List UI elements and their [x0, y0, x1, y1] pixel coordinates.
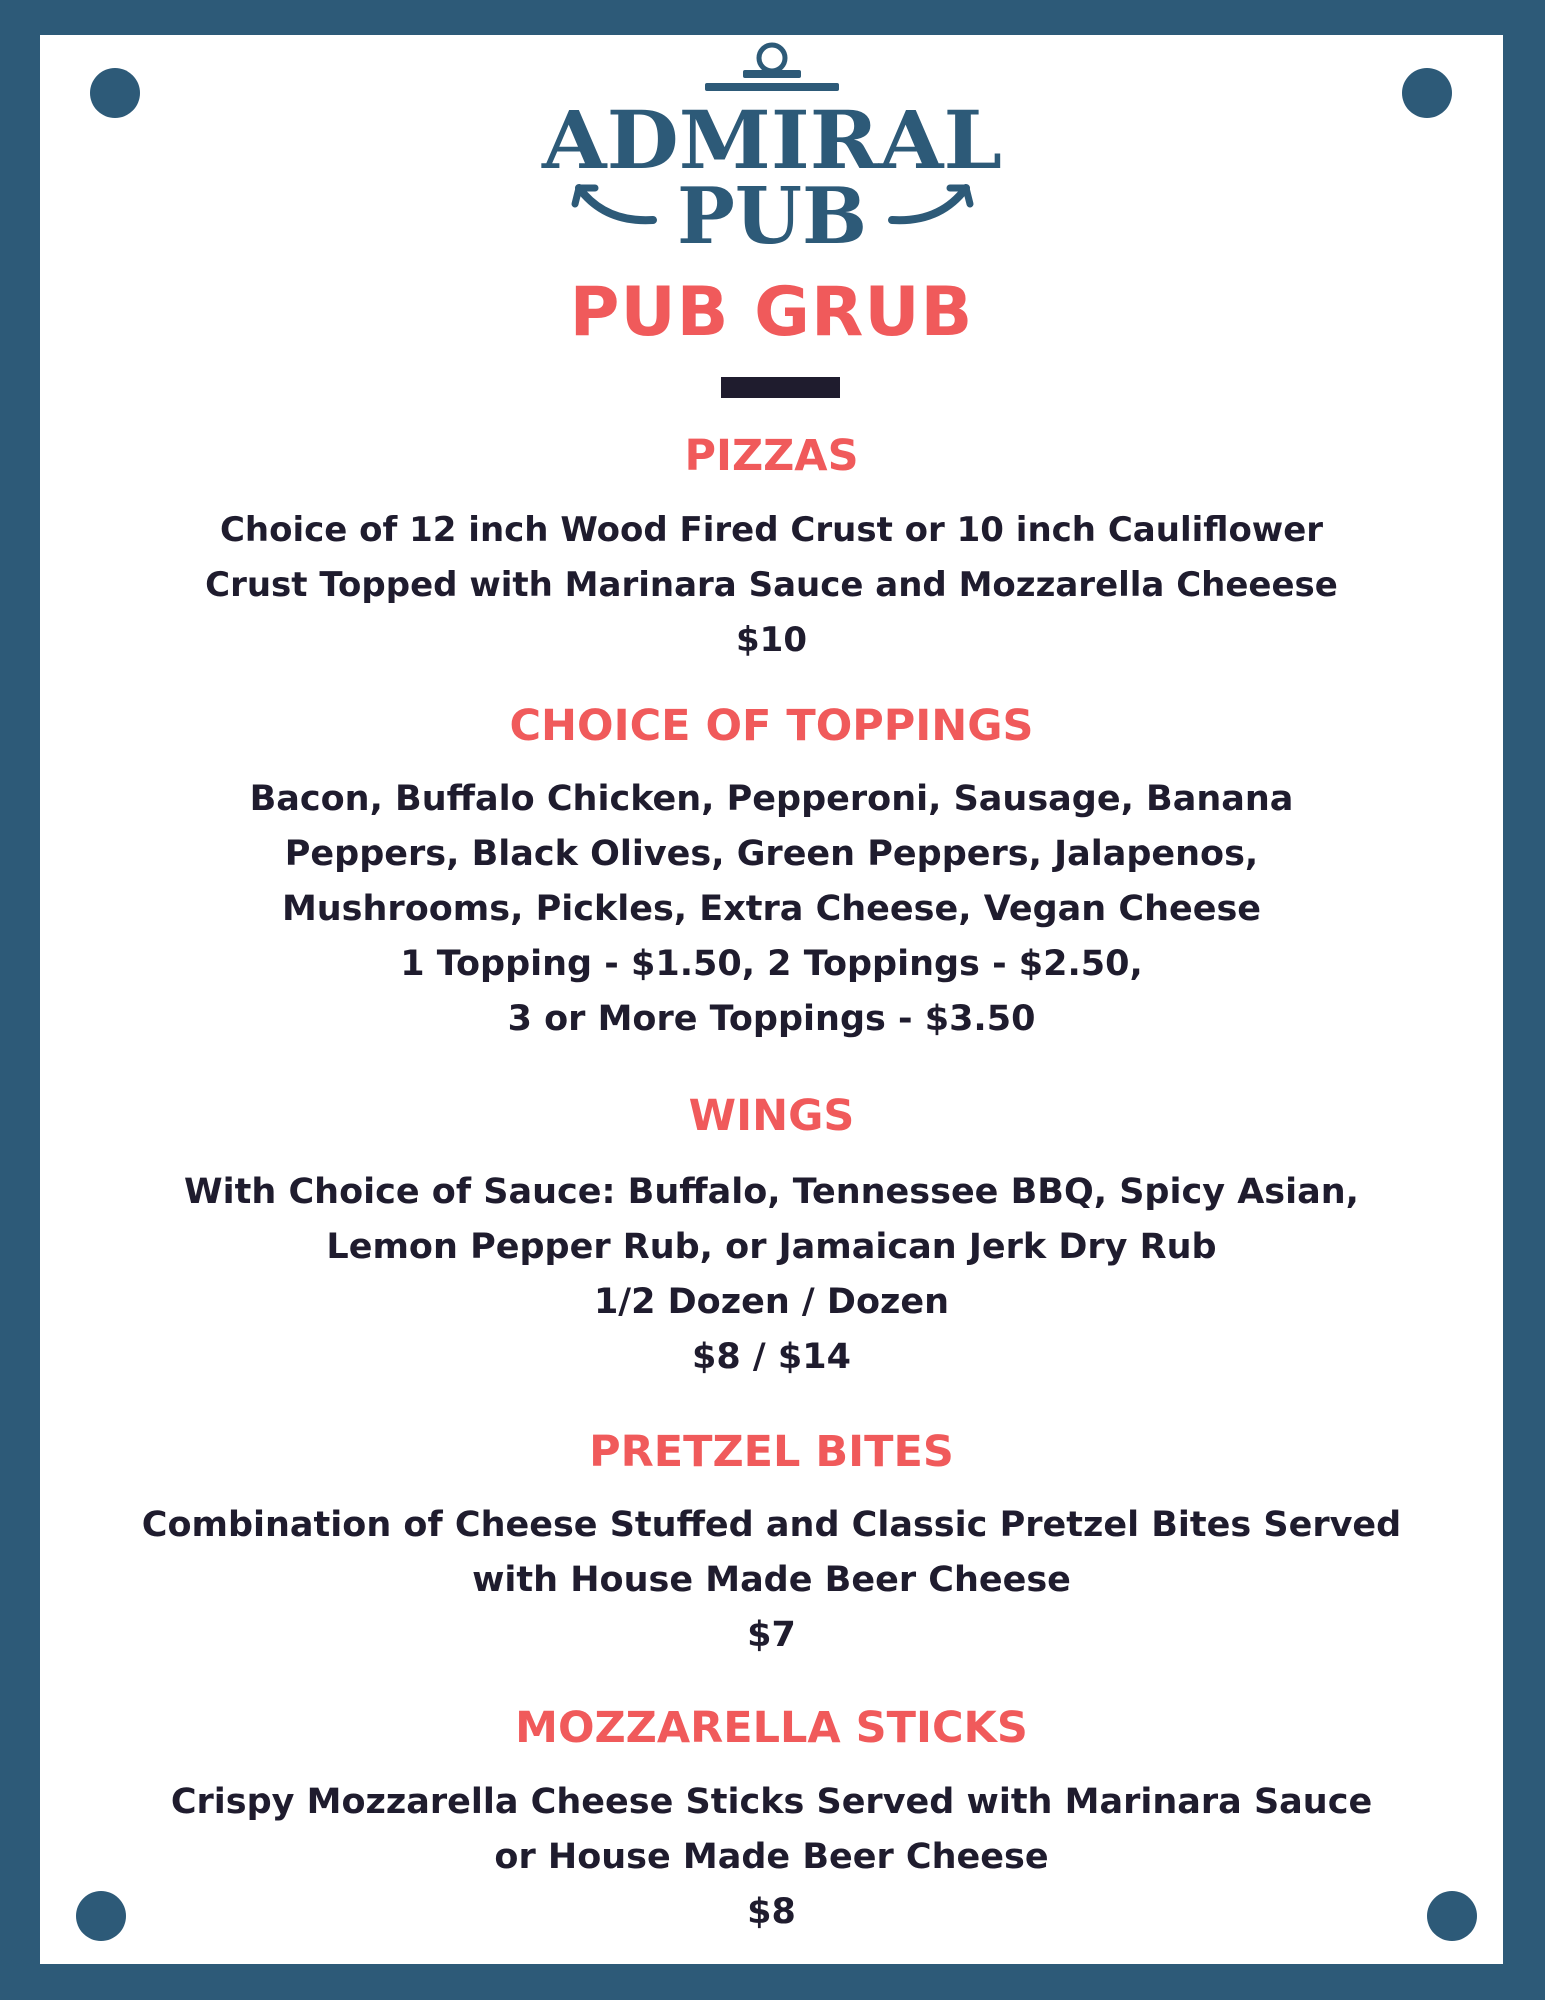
toppings-price-line: 3 or More Toppings - $3.50 [507, 999, 1036, 1039]
corner-dot-top-right [1402, 68, 1452, 118]
pizzas-description-line: Choice of 12 inch Wood Fired Crust or 10 inch Cauliflower [219, 510, 1324, 550]
section-heading-pretzel-bites: PRETZEL BITES [589, 1427, 954, 1477]
section-heading-toppings: CHOICE OF TOPPINGS [509, 701, 1034, 751]
corner-dot-top-left [90, 68, 140, 118]
title-divider [721, 377, 840, 398]
section-body-mozzarella-sticks [40, 1775, 1503, 1940]
toppings-list-line: Mushrooms, Pickles, Extra Cheese, Vegan Cheese [281, 889, 1262, 929]
pretzel-price: $7 [747, 1615, 796, 1655]
wings-description-line: With Choice of Sauce: Buffalo, Tennessee BBQ, Spicy Asian, [184, 1172, 1359, 1212]
pretzel-description-line: Combination of Cheese Stuffed and Classic Pretzel Bites Served [141, 1505, 1402, 1545]
toppings-price-line: 1 Topping - $1.50, 2 Toppings - $2.50, [400, 944, 1143, 984]
logo-line-admiral: ADMIRAL [540, 93, 1002, 187]
pizzas-description-line: Crust Topped with Marinara Sauce and Mozzarella Cheeese [205, 565, 1338, 605]
section-body-toppings [40, 772, 1503, 1047]
mozzarella-price: $8 [747, 1892, 796, 1932]
menu-title: PUB GRUB [569, 273, 974, 352]
section-heading-pizzas: PIZZAS [684, 431, 859, 481]
logo-line-pub: PUB [677, 171, 867, 253]
pretzel-description-line: with House Made Beer Cheese [472, 1560, 1071, 1600]
section-body-wings [40, 1165, 1503, 1385]
toppings-list-line: Peppers, Black Olives, Green Peppers, Jalapenos, [284, 834, 1259, 874]
toppings-list-line: Bacon, Buffalo Chicken, Pepperoni, Sausage, Banana [249, 779, 1294, 819]
wings-size-line: 1/2 Dozen / Dozen [593, 1282, 950, 1322]
section-heading-wings: WINGS [688, 1091, 855, 1141]
section-body-pretzel-bites [40, 1498, 1503, 1663]
wings-price: $8 / $14 [692, 1337, 851, 1377]
wings-description-line: Lemon Pepper Rub, or Jamaican Jerk Dry Rub [326, 1227, 1217, 1267]
admiral-pub-logo [535, 38, 1010, 253]
section-heading-mozzarella-sticks: MOZZARELLA STICKS [515, 1703, 1028, 1753]
mozzarella-description-line: or House Made Beer Cheese [494, 1837, 1049, 1877]
pizzas-price: $10 [736, 620, 807, 660]
mozzarella-description-line: Crispy Mozzarella Cheese Sticks Served with Marinara Sauce [170, 1782, 1373, 1822]
section-body-pizzas [40, 503, 1503, 668]
